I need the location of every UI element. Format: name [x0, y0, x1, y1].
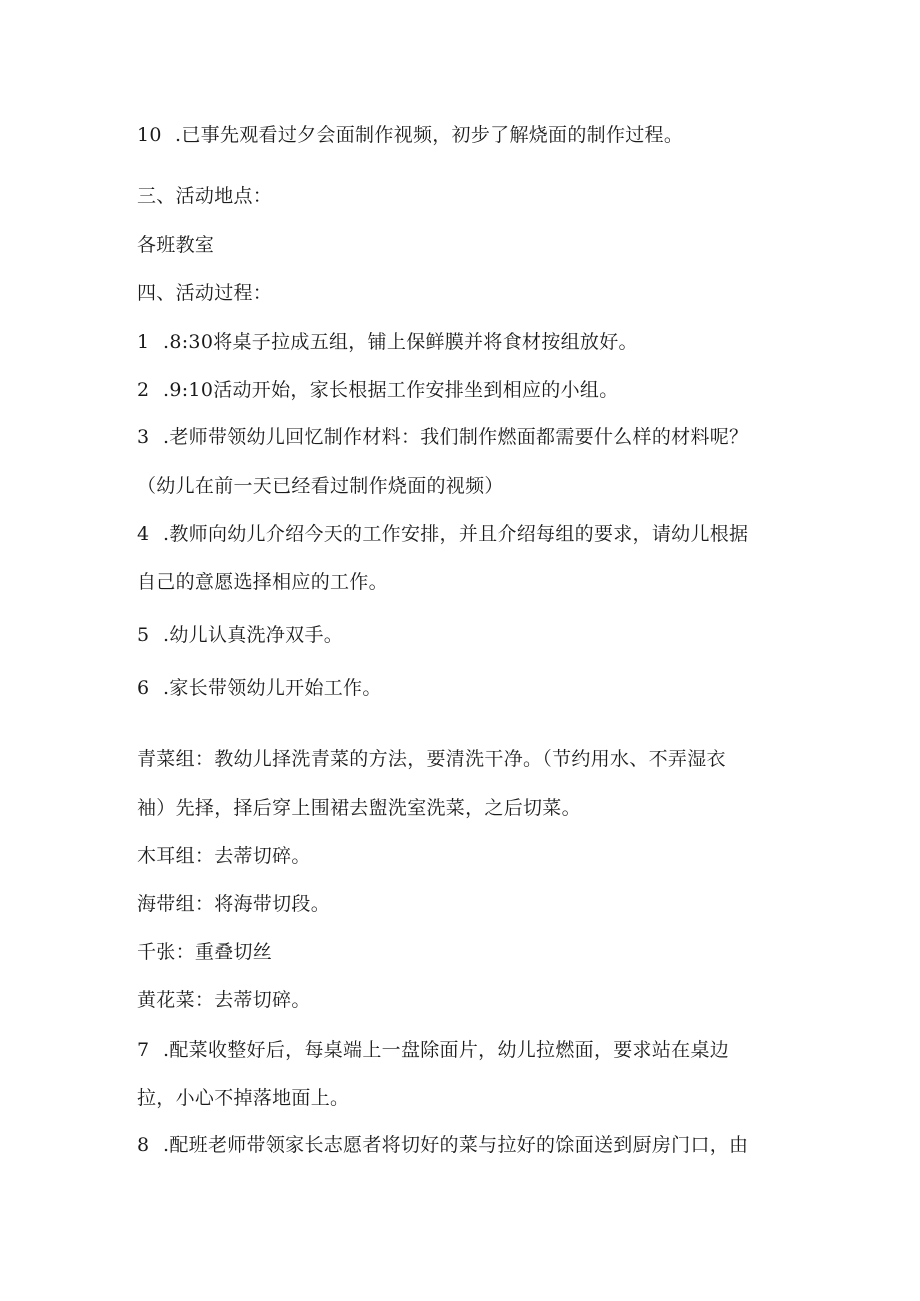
paragraph-line [137, 522, 787, 546]
paragraph-line [137, 1086, 787, 1110]
item-number: 4 [137, 523, 150, 545]
paragraph-line [137, 474, 787, 498]
paragraph-line [137, 844, 787, 868]
line-text: 拉，小心不掉落地面上。 [137, 1087, 350, 1109]
line-text: 海带组：将海带切段。 [137, 893, 331, 915]
line-text: .配班老师带领家长志愿者将切好的菜与拉好的馀面送到厨房门口，由 [163, 1134, 749, 1156]
line-text: 四、活动过程： [137, 282, 273, 304]
line-text: （幼儿在前一天已经看过制作烧面的视频） [137, 475, 504, 497]
line-text: .已事先观看过夕会面制作视频，初步了解烧面的制作过程。 [175, 124, 684, 146]
line-text: 木耳组：去蒂切碎。 [137, 845, 311, 867]
paragraph-line [137, 378, 787, 402]
section-heading [137, 281, 787, 305]
line-text: .教师向幼儿介绍今天的工作安排，并且介绍每组的要求，请幼儿根据 [163, 523, 749, 545]
paragraph-line [137, 123, 787, 147]
line-text: 自己的意愿选择相应的工作。 [137, 571, 388, 593]
line-text: .幼儿认真洗净双手。 [163, 624, 344, 646]
paragraph-line [137, 892, 787, 916]
paragraph-line [137, 796, 787, 820]
line-text: 三、活动地点： [137, 185, 273, 207]
line-text: .8:30将桌子拉成五组，铺上保鲜膜并将食材按组放好。 [163, 331, 638, 353]
paragraph-line [137, 233, 787, 257]
paragraph-line [137, 330, 787, 354]
paragraph-line [137, 1038, 787, 1062]
paragraph-line [137, 747, 787, 771]
line-text: 黄花菜：去蒂切碎。 [137, 989, 311, 1011]
item-number: 1 [137, 331, 150, 353]
paragraph-line [137, 676, 787, 700]
line-text: 各班教室 [137, 234, 215, 256]
item-number: 7 [137, 1039, 150, 1061]
line-text: 千张：重叠切丝 [137, 941, 273, 963]
item-number: 8 [137, 1134, 150, 1156]
paragraph-line [137, 940, 787, 964]
paragraph-line [137, 1133, 787, 1157]
item-number: 5 [137, 624, 150, 646]
line-text: 袖）先择，择后穿上围裙去盥洗室洗菜，之后切菜。 [137, 797, 581, 819]
item-number: 3 [137, 426, 150, 448]
line-text: .配菜收整好后，每桌端上一盘除面片，幼儿拉燃面，要求站在桌边 [163, 1039, 730, 1061]
item-number: 2 [137, 379, 150, 401]
paragraph-line [137, 623, 787, 647]
paragraph-line [137, 570, 787, 594]
item-number: 6 [137, 677, 150, 699]
paragraph-line [137, 425, 787, 449]
line-text: .9:10活动开始，家长根据工作安排坐到相应的小组。 [163, 379, 619, 401]
paragraph-line [137, 988, 787, 1012]
line-text: 青菜组：教幼儿择洗青菜的方法，要清洗干净。（节约用水、不弄湿衣 [137, 748, 726, 770]
line-text: .家长带领幼儿开始工作。 [163, 677, 382, 699]
section-heading [137, 184, 787, 208]
line-text: .老师带领幼儿回忆制作材料：我们制作燃面都需要什么样的材料呢？ [163, 426, 749, 448]
item-number: 10 [137, 124, 162, 146]
